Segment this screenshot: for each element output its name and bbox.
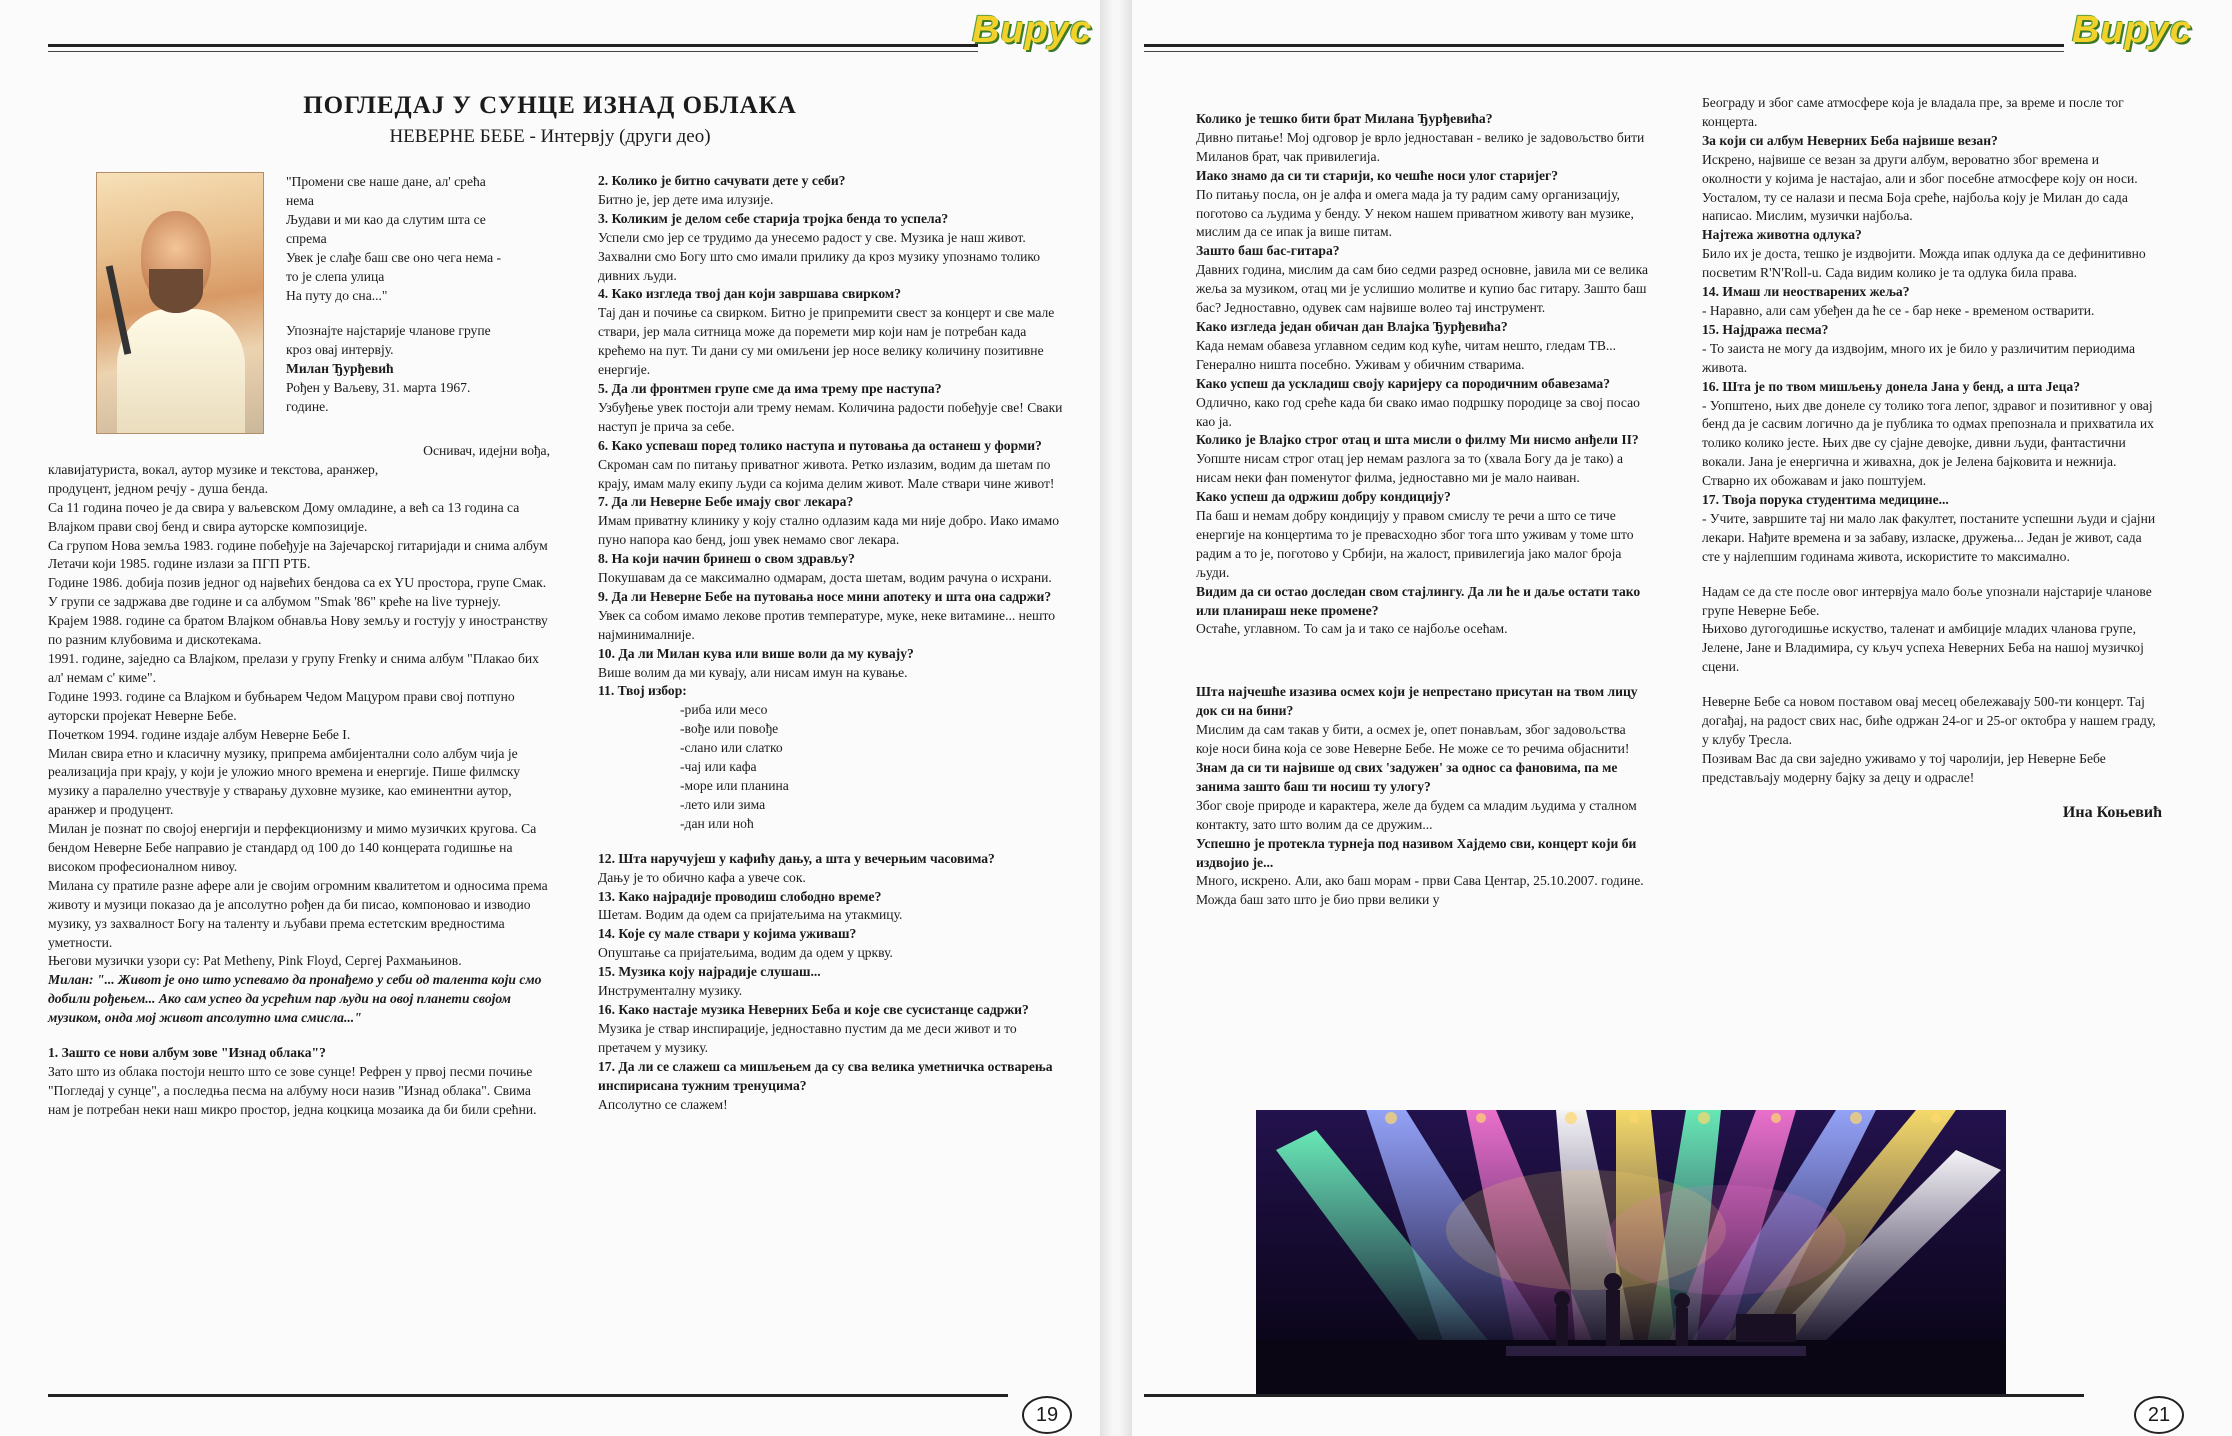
question: 16. Шта је по твом мишљењу донела Јана у бенд, а шта Јеца?: [1702, 378, 2080, 394]
poem-line: то је слепа улица: [286, 269, 385, 284]
answer: Опуштање са пријатељима, водим да одем у цркву.: [598, 945, 893, 961]
answer: - Учите, завршите тај ни мало лак факултет, постаните успешни људи и сјајни лекари. Нађите времена и за забаву, изласке, дружења... Један је живот, сада сте у најлепшим годинама живота, искористите то максимално.: [1702, 510, 2156, 564]
question: Знам да си ти највише од свих 'задужен' за однос са фановима, па ме занима зашто баш ти носиш ту улогу?: [1196, 760, 1618, 794]
interview-column-4: [1702, 94, 2162, 823]
choice-item: -слано или слатко: [680, 740, 783, 756]
author-signature: Ина Коњевић: [2062, 803, 2162, 821]
article-title: ПОГЛЕДАЈ У СУНЦЕ ИЗНАД ОБЛАКА: [303, 92, 797, 119]
question: 5. Да ли фронтмен групе сме да има трему пре наступа?: [598, 380, 942, 396]
question: 7. Да ли Неверне Бебе имају свог лекара?: [598, 494, 854, 510]
answer: Битно је, јер дете има илузије.: [598, 191, 774, 207]
question: 2. Колико је битно сачувати дете у себи?: [598, 173, 846, 188]
question: Како успеш да ускладиш своју каријеру са породичним обавезама?: [1196, 375, 1611, 391]
question: 4. Како изгледа твој дан који завршава свирком?: [598, 286, 901, 302]
bio-paragraph: Године 1993. године са Влајком и бубњарем Чедом Мацуром прави свој потпуно ауторски пројекат Неверне Бебе.: [48, 688, 515, 723]
born-line: Рођен у Ваљеву, 31. марта 1967.: [286, 380, 471, 395]
answer: Па баш и немам добру кондицију у правом смислу те речи а што се тиче енергије на концертима то је превасходно због тога што уживам у томе што радим а то је, поготово у Србији, на жалост, привилегија јако малог броја људи.: [1196, 508, 1634, 580]
question: 8. На који начин бринеш о свом здрављу?: [598, 551, 855, 567]
question: 9. Да ли Неверне Бебе на путовања носе мини апотеку и шта она садржи?: [598, 588, 1052, 604]
page-number: 21: [2134, 1396, 2184, 1434]
bio-paragraph: Са групом Нова земља 1983. године побеђује на Зајечарској гитаријади и снима албум Летачи који 1985. године излази за ПГП РТБ.: [48, 537, 548, 572]
bio-paragraph: Милан свира етно и класичну музику, припрема амбијентални соло албум чија је реализација при крају, у који је уложио много времена и енергије. Пише филмску музику а паралелно учествује у стварању духовне музике, као еминентни аутор, аранжер и продуцент.: [48, 745, 521, 818]
answer: Апсолутно се слажем!: [598, 1096, 728, 1112]
answer: Када немам обавеза углавном седим код куће, читам нешто, гледам ТВ... Генерално ништа посебно. Уживам у обичним стварима.: [1196, 337, 1617, 372]
left-page: [0, 0, 1100, 1436]
answer: Одлично, како год среће када би свако имао подршку породице за свој посао као ја.: [1196, 394, 1640, 429]
top-rule: [1144, 44, 2064, 47]
question: За који си албум Неверних Беба највише везан?: [1702, 132, 1998, 148]
question: 15. Музика коју најрадије слушаш...: [598, 964, 821, 980]
question: 10. Да ли Милан кува или више воли да му кувају?: [598, 645, 914, 661]
headline: [130, 92, 970, 148]
magazine-logo: Вирус: [972, 9, 1093, 51]
question: 17. Твоја порука студентима медицине...: [1702, 492, 1949, 508]
question: 3. Коликим је делом себе старија тројка бенда то успела?: [598, 210, 949, 226]
answer: Београду и због саме атмосфере која је владала пре, за време и после тог концерта.: [1702, 95, 2124, 129]
answer: Због своје природе и карактера, желе да будем са младим људима у сталном контакту, зато што волим да се дружим...: [1196, 797, 1637, 832]
question: 14. Које су мале ствари у којима уживаш?: [598, 926, 857, 942]
spine-gutter: [1100, 0, 1132, 1436]
choice-item: -риба или месо: [680, 702, 768, 718]
magazine-logo: Вирус: [2072, 9, 2193, 51]
question: 17. Да ли се слажеш са мишљењем да су сва велика уметничка остварења инспирисана тужним тренуцима?: [598, 1058, 1053, 1093]
photo-microphone: [106, 265, 132, 354]
answer: Покушавам да се максимално одмарам, доста шетам, водим рачуна о исхрани.: [598, 570, 1052, 586]
top-rule-thin: [1144, 51, 2064, 52]
intro-block: [286, 172, 548, 416]
bio-paragraph: Године 1986. добија позив једног од највећих бендова са ex YU простора, групе Смак. У групи се задржава две године и са албумом "Smak '86" креће на live турнеју.: [48, 575, 547, 610]
answer: По питању посла, он је алфа и омега мада ја ту радим саму организацију, поготово са људима у бенду. У неком нашем приватном животу ван музике, мислим да се ипак ја више питам.: [1196, 186, 1634, 240]
bottom-rule: [1144, 1394, 2084, 1397]
role-line: продуцент, једном речју - душа бенда.: [48, 480, 269, 496]
answer: Дању је то обично кафа а увече сок.: [598, 869, 806, 885]
photo-beard: [149, 269, 203, 313]
bio-column: [48, 442, 550, 1120]
question: Видим да си остао доследан свом стајлингу. Да ли ће и даље остати тако или планираш неке промене?: [1196, 583, 1641, 618]
answer: Уопште нисам строг отац јер немам разлога за то (хвала Богу да је тако) а нисам неки фан поменутог филма, једноставно ми је мало наиван.: [1196, 451, 1624, 486]
role-line: клавијатуриста, вокал, аутор музике и текстова, аранжер,: [48, 461, 379, 477]
question: 13. Како најрадије проводиш слободно време?: [598, 888, 882, 904]
poem-line: На путу до сна...": [286, 288, 388, 303]
question: Најтежа животна одлука?: [1702, 227, 1862, 243]
bio-paragraph: Почетком 1994. године издаје албум Неверне Бебе I.: [48, 726, 351, 742]
question: 15. Најдража песма?: [1702, 321, 1829, 337]
question: Шта најчешће изазива осмех који је непрестано присутан на твом лицу док си на бини?: [1196, 684, 1638, 719]
poem-line: нема: [286, 193, 314, 208]
question: Иако знамо да си ти старији, ко чешће носи улог старијег?: [1196, 167, 1559, 183]
answer: Шетам. Водим да одем са пријатељима на утакмицу.: [598, 907, 903, 923]
question: 6. Како успеваш поред толико наступа и путовања да останеш у форми?: [598, 437, 1042, 453]
bio-paragraph: Са 11 година почео је да свира у ваљевском Дому омладине, а већ са 13 година са Влајком прави свој бенд и свира ауторске композиције.: [48, 499, 520, 534]
answer: - Наравно, али сам убеђен да ће се - бар неке - временом остварити.: [1702, 302, 2095, 318]
intro-lead: Упознајте најстарије чланове групе: [286, 323, 491, 338]
answer: Зато што из облака постоји нешто што се зове сунце! Рефрен у првој песми почиње "Погледај у сунце", а последња песма на албуму носи назив "Изнад облака". Свима нам је потребан неки наш микро простор, једна коцкица мозаика да би били срећни.: [48, 1064, 537, 1117]
question: Колико је Влајко строг отац и шта мисли о филму Ми нисмо анђели II?: [1196, 432, 1639, 448]
subject-name: Милан Ђурђевић: [286, 361, 394, 376]
poem-line: Људави и ми као да слутим шта се: [286, 212, 486, 227]
answer: Више волим да ми кувају, али нисам имун на кување.: [598, 664, 908, 680]
photo-shirt: [117, 309, 245, 434]
interview-column-2: [598, 172, 1066, 1114]
poem-line: "Промени све наше дане, ал' срећа: [286, 174, 486, 189]
question: Колико је тешко бити брат Милана Ђурђевића?: [1196, 111, 1493, 126]
concert-illustration: [1256, 1110, 2006, 1394]
bottom-rule: [48, 1394, 1008, 1397]
bio-paragraph: Крајем 1988. године са братом Влајком обнавља Нову земљу и гостују у иностранству по разним клубовима и дискотекама.: [48, 613, 548, 648]
answer: - То заиста не могу да издвојим, много их је било у различитим периодима живота.: [1702, 340, 2136, 375]
question: Зашто баш бас-гитара?: [1196, 243, 1340, 259]
bio-paragraph: Милан је познат по својој енергији и перфекционизму и мимо музичких кругова. Са бендом Неверне Бебе направио је стандард од 100 до 140 концерата годишње на високом професионалном нивоу.: [48, 821, 537, 874]
choice-item: -чај или кафа: [680, 759, 757, 775]
born-line: године.: [286, 399, 329, 414]
top-rule: [48, 44, 978, 47]
article-subtitle: НЕВЕРНЕ БЕБЕ - Интервју (други део): [389, 126, 711, 147]
milan-quote: Милан: "... Живот је оно што успевамо да пронађемо у себи од талента који смо добили рођењем... Ако сам успео да усрећим пар људи на овој планети својом музиком, онда мој живот апсолутно има смисла...": [48, 972, 542, 1026]
choice-item: -море или планина: [680, 778, 789, 793]
answer: Искрено, највише се везан за други албум, вероватно због времена и околности у којима је настајао, али и због посебне атмосфере коју он носи. Уосталом, ту се налази и песма Боја среће, најбоља коју је Милан до сада написао. Мислим, музички најбоља.: [1702, 151, 2138, 224]
closing-paragraph: Надам се да сте после овог интервјуа мало боље упознали најстарије чланове групе Неверне Бебе.: [1702, 583, 2152, 618]
interview-column-3: [1196, 110, 1650, 910]
answer: Имам приватну клинику у коју стално одлазим када ми није добро. Иако имамо пуно напора као бенд, још увек немамо свог лекара.: [598, 513, 1060, 548]
answer: Тај дан и почиње са свирком. Битно је припремити свест за концерт и све мале ствари, јер мала ситница може да поремети мир који нам је потребан када крећемо на пут. Ти дани су ми омиљени јер носе велику количину позитивне енергије.: [598, 305, 1055, 378]
answer: Инструменталну музику.: [598, 983, 743, 999]
answer: Било их је доста, тешко је издвојити. Можда ипак одлука да се дефинитивно посветим R'N'Roll-u. Сада видим колико је та одлука била права.: [1702, 246, 2146, 281]
answer: Остаће, углавном. То сам ја и тако се најбоље осећам.: [1196, 621, 1508, 637]
choice-item: -лето или зима: [680, 796, 766, 812]
poem-line: спрема: [286, 231, 327, 246]
closing-paragraph: Њихово дугогодишње искуство, таленат и амбиције младих чланова групе, Јелене, Јане и Владимира, су кључ успеха Неверних Беба на нашој музичкој сцени.: [1702, 621, 2144, 675]
role-line: Оснивач, идејни вођа,: [423, 443, 550, 458]
answer: Музика је ствар инспирације, једноставно пустим да ме деси живот и то претачем у музику.: [598, 1020, 1017, 1055]
top-rule-thin: [48, 51, 978, 52]
choice-item: -вође или повође: [680, 721, 779, 737]
milan-photo: [96, 172, 264, 434]
answer: Мислим да сам такав у бити, а осмех је, опет понављам, због задовољства које носи бина која се зове Неверне Бебе. Не може се то речима објаснити!: [1196, 722, 1630, 757]
closing-paragraph: Неверне Бебе са новом поставом овај месец обележавају 500-ти концерт. Тај догађај, на радост свих нас, биће одржан 24-ог и 25-ог октобра у нашем граду, у клубу Тресла.: [1702, 694, 2156, 747]
intro-lead: кроз овај интервју.: [286, 342, 394, 357]
question: 14. Имаш ли неостварених жеља?: [1702, 284, 1910, 300]
page-number: 19: [1022, 1396, 1072, 1434]
question: Како изгледа један обичан дан Влајка Ђурђевића?: [1196, 318, 1508, 334]
answer: Дивно питање! Мој одговор је врло једноставан - велико је задовољство бити Миланов брат, чак привилегија.: [1196, 129, 1645, 164]
question: 11. Твој избор:: [598, 683, 687, 699]
answer: Узбуђење увек постоји али трему немам. Количина радости побеђује све! Сваки наступ је прича за себе.: [598, 399, 1063, 434]
closing-paragraph: Позивам Вас да сви заједно уживамо у тој чаролији, јер Неверне Бебе представљају модерну бајку за децу и одрасле!: [1702, 750, 2106, 785]
answer: Много, искрено. Али, ако баш морам - први Сава Центар, 25.10.2007. године. Можда баш зато што је био први велики у: [1196, 873, 1644, 908]
bio-paragraph: 1991. године, заједно са Влајком, прелази у групу Frenky и снима албум "Плакао бих ал' немам с' киме".: [48, 650, 539, 685]
question: 1. Зашто се нови албум зове "Изнад облака"?: [48, 1045, 326, 1061]
question: Успешно је протекла турнеја под називом Хајдемо сви, концерт који би издвојио је...: [1196, 835, 1637, 870]
question: Како успеш да одржиш добру кондицију?: [1196, 489, 1451, 505]
bio-paragraph: Милана су пратиле разне афере али је својим огромним квалитетом и односима према животу и музици показао да је апсолутно рођен да би писао, компоновао и изводио музику, уз захвалност Богу на таленту и љубави према естетским вредностима уметности.: [48, 877, 548, 950]
poem-line: Увек је слађе баш све оно чега нема -: [286, 250, 502, 265]
choice-item: -дан или ноћ: [680, 815, 754, 831]
answer: - Уопштено, њих две донеле су толико тога лепог, здравог и позитивног у овај бенд да је сасвим логично да је публика то одмах препознала и прихватила их толико колико јесте. Њих две су сјајне девојке, дивни људи, фантастични вокали. Јана је енергична и живахна, док је Јелена бајковита и нежнија. Стварно их обожавам и јако поштујем.: [1702, 397, 2154, 489]
question: 16. Како настаје музика Неверних Беба и које све сусистанце садржи?: [598, 1001, 1029, 1017]
bio-paragraph: Његови музички узори су: Pat Metheny, Pink Floyd, Сергеј Рахмањинов.: [48, 953, 462, 969]
answer: Давних година, мислим да сам био седми разред основне, јавила ми се велика жеља за музиком, отац ми је услишио молитве и купио бас гитару. Зашто баш бас? Једноставно, одувек сам највише волео тај инструмент.: [1196, 262, 1649, 316]
answer: Увек са собом имамо лекове против температуре, муке, неке витамине... нешто најминималније.: [598, 607, 1056, 642]
answer: Скроман сам по питању приватног живота. Ретко излазим, водим да шетам по крају, имам малу екипу људи са којима делим живот. Мале ствари чине живот!: [598, 456, 1055, 491]
question: 12. Шта наручујеш у кафићу дању, а шта у вечерњим часовима?: [598, 850, 995, 866]
answer: Успели смо јер се трудимо да унесемо радост у све. Музика је наш живот. Захвални смо Богу што смо имали прилику да кроз музику упознамо толико дивних људи.: [598, 229, 1041, 283]
concert-photo: [1256, 1110, 2006, 1394]
